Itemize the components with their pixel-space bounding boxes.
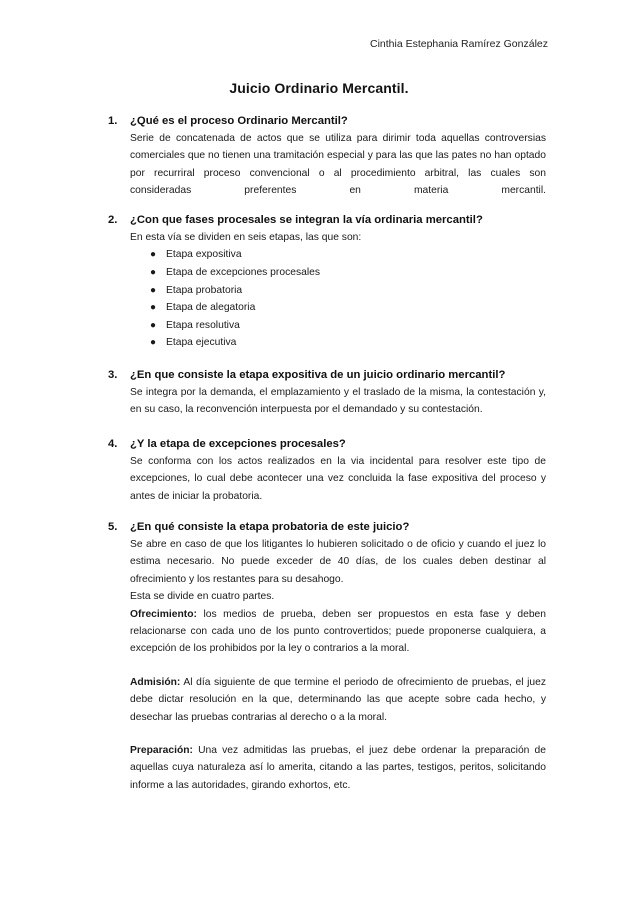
question-text: ¿Y la etapa de excepciones procesales? (130, 438, 346, 450)
question-number: 2. (108, 214, 118, 226)
list-item: ● Etapa resolutiva (130, 317, 546, 335)
list-item: ● Etapa de alegatoria (130, 299, 546, 317)
question-text: ¿Con que fases procesales se integran la vía ordinaria mercantil? (130, 214, 483, 226)
question-number: 4. (108, 438, 118, 450)
answer-paragraph: Se abre en caso de que los litigantes lo hubieren solicitado o de oficio y cuando el juez lo estima necesario. No puede exceder de 40 días, de los cuales deben destinar al ofrecimiento y los restantes para su desahogo. (130, 539, 546, 585)
question-text: ¿En que consiste la etapa expositiva de un juicio ordinario mercantil? (130, 369, 506, 381)
part-preparacion (130, 742, 546, 794)
phase-list (130, 246, 546, 352)
bullet-icon: ● (150, 319, 157, 331)
section-4 (108, 435, 546, 505)
answer-paragraph: Se conforma con los actos realizados en la via incidental para resolver este tipo de excepciones, lo cual debe acontecer una vez concluida la fase expositiva del proceso y antes de iniciar la probatoria. (130, 456, 546, 502)
question-number: 5. (108, 521, 118, 533)
bullet-icon: ● (150, 249, 157, 261)
list-item: ● Etapa expositiva (130, 246, 546, 264)
section-1 (108, 112, 546, 200)
answer-note: Esta se divide en cuatro partes. (130, 591, 275, 603)
section-2 (108, 211, 546, 352)
bullet-icon: ● (150, 284, 157, 296)
question-number: 3. (108, 369, 118, 381)
question-number: 1. (108, 115, 118, 127)
part-label: Preparación: (130, 745, 193, 757)
question-text: ¿En qué consiste la etapa probatoria de este juicio? (130, 521, 410, 533)
list-item: ● Etapa probatoria (130, 282, 546, 300)
section-3 (108, 366, 546, 419)
part-admision (130, 674, 546, 726)
document-title: Juicio Ordinario Mercantil. (229, 80, 409, 96)
part-label: Ofrecimiento: (130, 608, 197, 620)
author-name: Cinthia Estephania Ramírez González (369, 38, 548, 50)
part-label: Admisión: (130, 676, 181, 688)
answer-paragraph: Se integra por la demanda, el emplazamiento y el traslado de la misma, la contestación y, en su caso, la reconvención interpuesta por el demandado y su contestación. (130, 387, 546, 416)
part-text: Una vez admitidas las pruebas, el juez debe ordenar la preparación de aquellas cuya naturaleza así lo amerita, citando a las partes, testigos, peritos, solicitando informe a las autoridades, girando exhortos, etc. (130, 745, 546, 791)
part-text: los medios de prueba, deben ser propuestos en esta fase y deben relacionarse con cada uno de los punto controvertidos; puede proponerse cualquiera, a excepción de los prohibidos por la ley o contrarios a la moral. (130, 608, 546, 655)
list-item: ● Etapa ejecutiva (130, 334, 546, 352)
section-body (130, 211, 546, 352)
part-text: Al día siguiente de que termine el periodo de ofrecimiento de pruebas, el juez debe dictar resolución en la que, determinando las que acepte sobre cada hecho, y desechar las pruebas contrarias al derecho o a la moral. (130, 676, 546, 723)
section-5 (108, 518, 546, 794)
bullet-icon: ● (150, 267, 157, 278)
part-ofrecimiento (130, 606, 546, 658)
section-body (130, 518, 546, 794)
answer-intro: En esta vía se dividen en seis etapas, las que son: (130, 232, 362, 243)
bullet-icon: ● (150, 302, 157, 314)
question-text: ¿Qué es el proceso Ordinario Mercantil? (130, 115, 348, 127)
bullet-icon: ● (150, 337, 157, 349)
list-item: ● Etapa de excepciones procesales (130, 264, 546, 282)
answer-paragraph: Serie de concatenada de actos que se utiliza para dirimir toda aquellas controversias comerciales que no tienen una tramitación especial y para las que las pates no han optado por recurriral proceso convencional o al procedimiento arbitral, las cuales son consideradas preferentes en materia mercantil. (130, 133, 546, 197)
